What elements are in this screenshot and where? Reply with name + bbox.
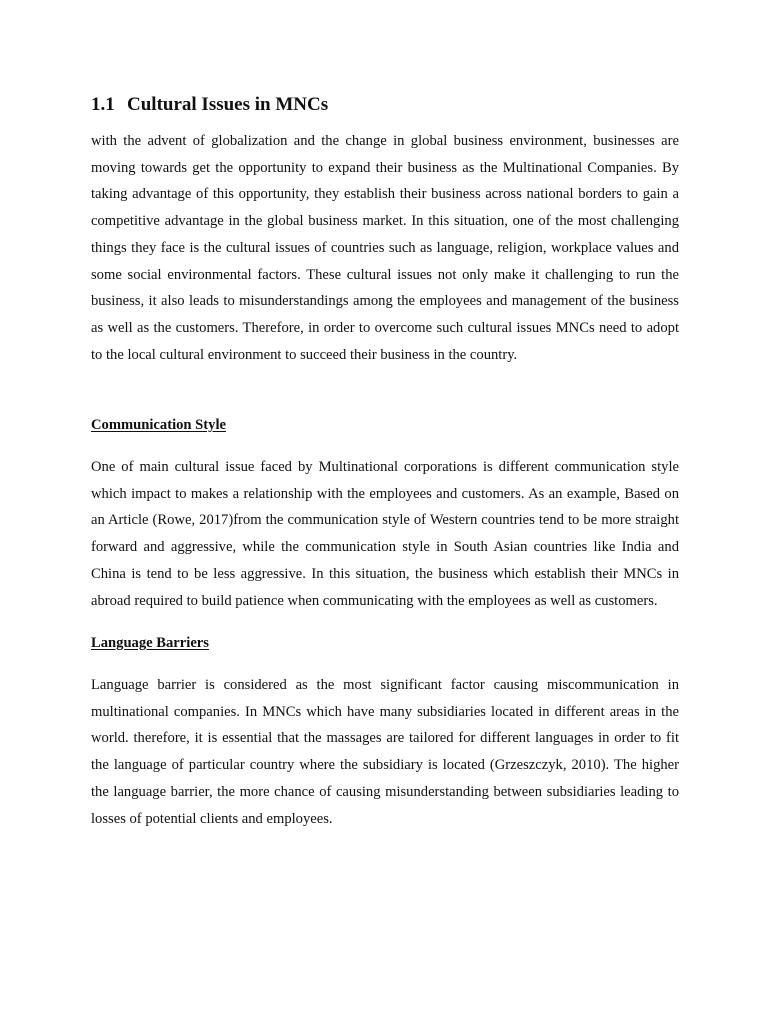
communication-style-paragraph: One of main cultural issue faced by Multinational corporations is different communication style which impact to makes a relationship with the employees and customers. As an example, Based on an Article (Rowe, 2017)from the communication style of Western countries tend to be more straight forward and aggressive, while the communication style in South Asian countries like India and China is tend to be less aggressive. In this situation, the business which establish their MNCs in abroad required to build patience when communicating with the employees as well as customers. <box>91 459 679 609</box>
section-title: Cultural Issues in MNCs <box>127 94 329 115</box>
language-barriers-heading: Language Barriers <box>91 635 209 651</box>
section-number: 1.1 <box>91 94 115 115</box>
section-heading <box>91 92 679 118</box>
intro-paragraph: with the advent of globalization and the change in global business environment, businesses are moving towards get the opportunity to expand their business as the Multinational Companies. By taking advantage of this opportunity, they establish their business across national borders to gain a competitive advantage in the global business market. In this situation, one of the most challenging things they face is the cultural issues of countries such as language, religion, workplace values and some social environmental factors. These cultural issues not only make it challenging to run the business, it also leads to misunderstandings among the employees and management of the business as well as the customers. Therefore, in order to overcome such cultural issues MNCs need to adopt to the local cultural environment to succeed their business in the country. <box>91 133 679 363</box>
language-barriers-paragraph: Language barrier is considered as the most significant factor causing miscommunication in multinational companies. In MNCs which have many subsidiaries located in different areas in the world. therefore, it is essential that the massages are tailored for different languages in order to fit the language of particular country where the subsidiary is located (Grzeszczyk, 2010). The higher the language barrier, the more chance of causing misunderstanding between subsidiaries leading to losses of potential clients and employees. <box>91 677 679 827</box>
communication-style-heading: Communication Style <box>91 417 226 433</box>
